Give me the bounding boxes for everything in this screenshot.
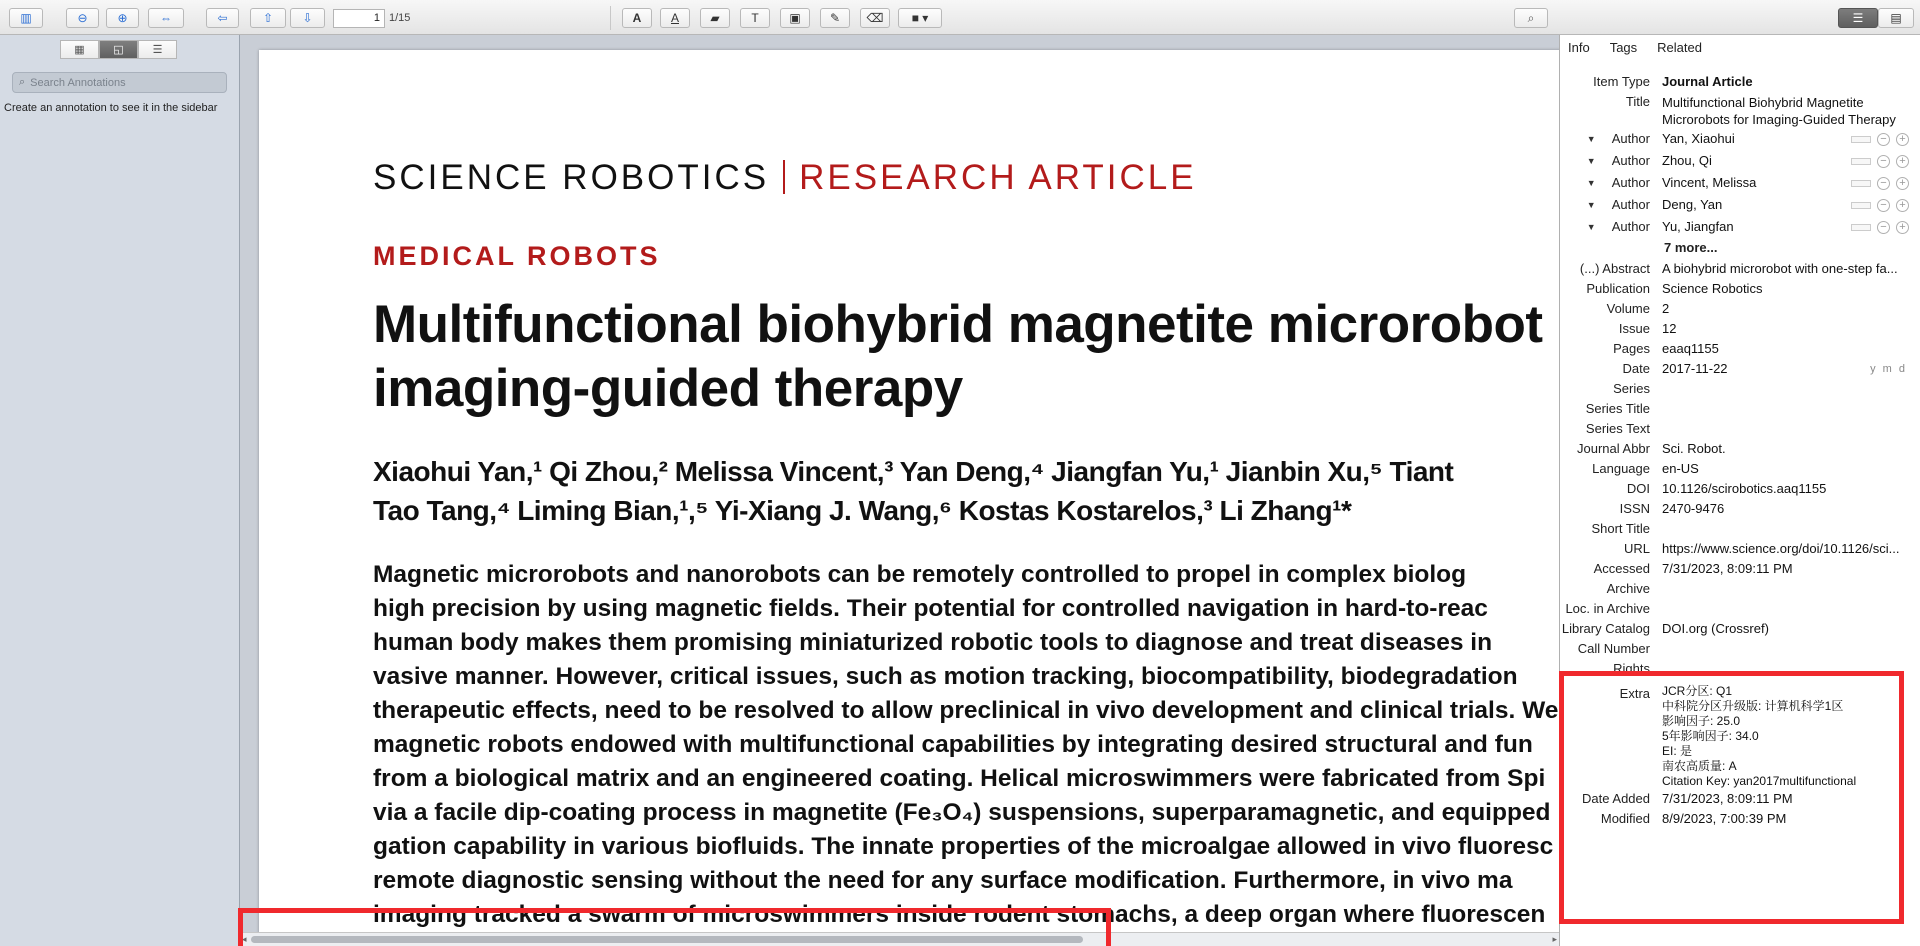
publication-field[interactable]: Science Robotics <box>1662 281 1763 296</box>
language-field[interactable]: en-US <box>1662 461 1699 476</box>
pdf-page <box>259 50 1559 946</box>
journal-abbr-field[interactable]: Sci. Robot. <box>1662 441 1726 456</box>
author-creator-type[interactable] <box>1560 128 1662 150</box>
field-label: Date Added <box>1582 791 1650 806</box>
article-section: MEDICAL ROBOTS <box>373 241 661 271</box>
authors-line: Tao Tang,⁴ Liming Bian,¹,⁵ Yi-Xiang J. Wang,⁶ Kostas Kostarelos,³ Li Zhang¹* <box>373 495 1352 526</box>
field-publication <box>1560 279 1920 299</box>
pdf-viewer[interactable] <box>241 35 1559 946</box>
scroll-right-icon[interactable]: ▸ <box>1552 934 1557 944</box>
abstract-line: from a biological matrix and an engineered coating. Helical microswimmers were fabricated from Spi <box>373 765 1546 792</box>
item-type-select[interactable]: Journal Article <box>1662 74 1753 89</box>
abstract-line: imaging tracked a swarm of microswimmers inside rodent stomachs, a deep organ where fluorescen <box>373 901 1546 928</box>
toggle-sidebar-button[interactable]: ▥ <box>9 8 43 28</box>
author-name-field[interactable]: Yu, Jiangfan <box>1662 219 1734 234</box>
add-author-icon[interactable]: + <box>1896 133 1909 146</box>
triangle-down-icon[interactable]: ▼ <box>1586 222 1596 232</box>
field-label: Archive <box>1606 581 1650 596</box>
url-field[interactable]: https://www.science.org/doi/10.1126/sci... <box>1662 541 1900 556</box>
remove-author-icon[interactable]: − <box>1877 155 1890 168</box>
info-pane-tabs <box>1568 40 1702 55</box>
field-label: Pages <box>1613 341 1650 356</box>
journal-header <box>373 158 1197 198</box>
sidebar-view-tabs <box>60 40 177 59</box>
author-name-field[interactable]: Yan, Xiaohui <box>1662 131 1735 146</box>
extra-line: EI: 是 <box>1662 744 1693 758</box>
field-label: Library Catalog <box>1561 621 1650 636</box>
search-placeholder: Search Annotations <box>30 76 126 89</box>
annotations-view-tab[interactable]: ◱ <box>99 40 138 59</box>
abstract-line: therapeutic effects, need to be resolved to allow preclinical in vivo development and clinical trials. We <box>373 697 1559 724</box>
swap-name-format-icon[interactable] <box>1851 158 1871 165</box>
swap-name-format-icon[interactable] <box>1851 224 1871 231</box>
add-author-icon[interactable]: + <box>1896 221 1909 234</box>
extra-line: 影响因子: 25.0 <box>1662 714 1741 728</box>
author-controls <box>1851 128 1920 150</box>
field-series-title <box>1560 399 1920 419</box>
color-picker-dropdown[interactable]: ■ ▾ <box>898 8 942 28</box>
field-label: Series Title <box>1585 401 1650 416</box>
extra-line: Citation Key: yan2017multifunctional <box>1662 774 1857 788</box>
tab-info[interactable]: Info <box>1568 40 1590 55</box>
doi-field[interactable]: 10.1126/scirobotics.aaq1155 <box>1662 481 1827 496</box>
zoom-out-button[interactable]: ⊖ <box>66 8 99 28</box>
page-number-input[interactable]: 1 <box>333 9 385 28</box>
field-label: Accessed <box>1593 561 1650 576</box>
field-label: Loc. in Archive <box>1565 601 1650 616</box>
page-total: 1/15 <box>389 12 411 24</box>
extra-line: 5年影响因子: 34.0 <box>1662 729 1759 743</box>
note-tool[interactable]: ▰ <box>700 8 730 28</box>
swap-name-format-icon[interactable] <box>1851 180 1871 187</box>
field-abstract <box>1560 259 1920 279</box>
author-creator-type[interactable] <box>1560 172 1662 194</box>
article-type: RESEARCH ARTICLE <box>799 158 1197 197</box>
author-controls <box>1851 150 1920 172</box>
extra-line: 中科院分区升级版: 计算机科学1区 <box>1662 699 1844 713</box>
field-label: ISSN <box>1619 501 1650 516</box>
abstract-line: gation capability in various biofluids. The innate properties of the microalgae allowed in vivo fluoresc <box>373 833 1554 860</box>
journal-name: SCIENCE ROBOTICS <box>373 158 770 197</box>
abstract-line: via a facile dip-coating process in magnetite (Fe₃O₄) suspensions, superparamagnetic, and equipped <box>373 799 1551 826</box>
field-call-number <box>1560 639 1920 659</box>
add-author-icon[interactable]: + <box>1896 177 1909 190</box>
loc-in-archive-field[interactable] <box>1662 599 1920 619</box>
author-row <box>1560 128 1920 150</box>
author-creator-type[interactable] <box>1560 150 1662 172</box>
field-loc-in-archive <box>1560 599 1920 619</box>
field-archive <box>1560 579 1920 599</box>
abstract-line: magnetic robots endowed with multifunctional capabilities by integrating desired structural and fun <box>373 731 1533 758</box>
highlight-box-extra <box>1559 671 1904 924</box>
issn-field[interactable]: 2470-9476 <box>1662 501 1725 516</box>
field-label[interactable]: (...) Abstract <box>1579 261 1650 276</box>
swap-name-format-icon[interactable] <box>1851 202 1871 209</box>
fit-width-button[interactable]: ⇔ <box>148 8 184 28</box>
field-label: Series <box>1613 381 1650 396</box>
ink-draw-tool[interactable]: ✎ <box>820 8 850 28</box>
extra-line: 南农高质量: A <box>1662 759 1737 773</box>
extra-line: JCR分区: Q1 <box>1662 684 1733 698</box>
underline-text-tool[interactable]: A <box>660 8 690 28</box>
back-button[interactable]: ⇦ <box>206 8 239 28</box>
pages-field[interactable]: eaaq1155 <box>1662 341 1719 356</box>
remove-author-icon[interactable]: − <box>1877 199 1890 212</box>
remove-author-icon[interactable]: − <box>1877 177 1890 190</box>
add-author-icon[interactable]: + <box>1896 199 1909 212</box>
field-label: Call Number <box>1577 641 1650 656</box>
toggle-context-pane-button[interactable]: ☰ <box>1838 8 1878 28</box>
thumbnails-view-tab[interactable]: ▦ <box>60 40 99 59</box>
highlight-text-tool[interactable]: A <box>622 8 652 28</box>
next-page-button[interactable]: ⇩ <box>290 8 325 28</box>
author-name-field[interactable]: Deng, Yan <box>1662 197 1723 212</box>
field-label: Publication <box>1586 281 1650 296</box>
library-catalog-field[interactable]: DOI.org (Crossref) <box>1662 621 1769 636</box>
field-series <box>1560 379 1920 399</box>
outline-view-tab[interactable]: ☰ <box>138 40 177 59</box>
field-date <box>1560 359 1920 379</box>
field-pages <box>1560 339 1920 359</box>
series-title-field[interactable] <box>1662 399 1920 419</box>
field-doi <box>1560 479 1920 499</box>
field-label: URL <box>1623 541 1650 556</box>
area-select-tool[interactable]: ▣ <box>780 8 810 28</box>
title-line: Multifunctional biohybrid magnetite microrobot <box>373 295 1543 354</box>
author-controls <box>1851 194 1920 216</box>
field-series-text <box>1560 419 1920 439</box>
field-label: Modified <box>1600 811 1650 826</box>
empty-annotations-hint: Create an annotation to see it in the sidebar <box>4 102 218 114</box>
field-label: Rights <box>1613 661 1650 676</box>
triangle-down-icon[interactable]: ▼ <box>1586 156 1596 166</box>
field-volume <box>1560 299 1920 319</box>
toggle-notes-pane-button[interactable]: ▤ <box>1878 8 1914 28</box>
authors-line: Xiaohui Yan,¹ Qi Zhou,² Melissa Vincent,³ Yan Deng,⁴ Jiangfan Yu,¹ Jianbin Xu,⁵ Tiant <box>373 456 1454 487</box>
abstract-line: remote diagnostic sensing without the need for any surface modification. Furthermore, in vivo ma <box>373 867 1513 894</box>
field-language <box>1560 459 1920 479</box>
field-label: Author <box>1611 175 1650 190</box>
date-format-indicator: y m d <box>1870 363 1907 375</box>
add-author-icon[interactable]: + <box>1896 155 1909 168</box>
toolbar <box>0 0 1920 35</box>
author-controls <box>1851 216 1920 238</box>
field-issn <box>1560 499 1920 519</box>
abstract-line: high precision by using magnetic fields. Their potential for controlled navigation in hard-to-reac <box>373 595 1488 622</box>
field-label: Date <box>1622 361 1650 376</box>
author-creator-type[interactable] <box>1560 216 1662 238</box>
zoom-in-button[interactable]: ⊕ <box>106 8 139 28</box>
author-controls <box>1851 172 1920 194</box>
highlight-box-scrollbar <box>238 908 1111 946</box>
scroll-left-icon[interactable]: ◂ <box>242 934 247 944</box>
annotations-sidebar <box>0 35 240 946</box>
short-title-field[interactable] <box>1662 519 1920 539</box>
field-label: Journal Abbr <box>1577 441 1650 456</box>
date-added-value: 7/31/2023, 8:09:11 PM <box>1662 791 1793 806</box>
author-name-field[interactable]: Vincent, Melissa <box>1662 175 1757 190</box>
field-label: Volume <box>1606 301 1650 316</box>
article-abstract <box>373 558 1559 932</box>
title-field[interactable]: Multifunctional Biohybrid Magnetite Microrobots for Imaging-Guided Therapy <box>1662 95 1896 127</box>
field-journal-abbr <box>1560 439 1920 459</box>
date-field[interactable]: 2017-11-22 <box>1662 361 1728 376</box>
abstract-field[interactable]: A biohybrid microrobot with one-step fa... <box>1662 261 1898 276</box>
field-label: Title <box>1625 94 1650 109</box>
field-label: Extra <box>1619 686 1650 701</box>
field-library-catalog <box>1560 619 1920 639</box>
author-row <box>1560 150 1920 172</box>
search-icon: ⌕ <box>19 76 26 88</box>
header-divider <box>783 160 785 194</box>
author-row <box>1560 216 1920 238</box>
field-label: Series Text <box>1585 421 1650 436</box>
field-issue <box>1560 319 1920 339</box>
author-row <box>1560 194 1920 216</box>
abstract-line: Magnetic microrobots and nanorobots can be remotely controlled to propel in complex biolog <box>373 561 1467 588</box>
tab-tags[interactable]: Tags <box>1609 40 1638 55</box>
author-creator-type[interactable] <box>1560 194 1662 216</box>
previous-page-button[interactable]: ⇧ <box>250 8 286 28</box>
field-label: Author <box>1611 131 1650 146</box>
article-title <box>373 293 1542 421</box>
accessed-field[interactable]: 7/31/2023, 8:09:11 PM <box>1662 561 1793 576</box>
remove-author-icon[interactable]: − <box>1877 221 1890 234</box>
abstract-line: vasive manner. However, critical issues, such as motion tracking, biocompatibility, biodegradation <box>373 663 1518 690</box>
triangle-down-icon[interactable]: ▼ <box>1586 178 1596 188</box>
field-label: Language <box>1592 461 1650 476</box>
issue-field[interactable]: 12 <box>1662 321 1677 336</box>
field-label: Short Title <box>1591 521 1650 536</box>
tab-related[interactable]: Related <box>1657 40 1702 55</box>
series-text-field[interactable] <box>1662 419 1920 439</box>
field-accessed <box>1560 559 1920 579</box>
search-annotations-input[interactable] <box>12 72 227 93</box>
field-label: Author <box>1611 219 1650 234</box>
author-name-field[interactable]: Zhou, Qi <box>1662 153 1712 168</box>
archive-field[interactable] <box>1662 579 1920 599</box>
series-field[interactable] <box>1662 379 1920 399</box>
volume-field[interactable]: 2 <box>1662 301 1670 316</box>
more-authors-link[interactable]: 7 more... <box>1664 240 1718 255</box>
author-row <box>1560 172 1920 194</box>
remove-author-icon[interactable]: − <box>1877 133 1890 146</box>
modified-value: 8/9/2023, 7:00:39 PM <box>1662 811 1787 826</box>
field-title <box>1560 92 1920 128</box>
title-line: imaging-guided therapy <box>373 359 963 418</box>
call-number-field[interactable] <box>1662 639 1920 659</box>
find-button[interactable]: ⌕ <box>1514 8 1548 28</box>
field-label: DOI <box>1626 481 1650 496</box>
field-item-type <box>1560 72 1920 92</box>
field-label: Item Type <box>1593 74 1650 89</box>
eraser-tool[interactable]: ⌫ <box>860 8 890 28</box>
swap-name-format-icon[interactable] <box>1851 136 1871 143</box>
text-tool[interactable]: T <box>740 8 770 28</box>
field-label: Author <box>1611 153 1650 168</box>
toolbar-divider <box>610 6 611 30</box>
triangle-down-icon[interactable]: ▼ <box>1586 134 1596 144</box>
field-label: Issue <box>1618 321 1650 336</box>
abstract-line: human body makes them promising miniaturized robotic tools to diagnose and treat diseases in <box>373 629 1493 656</box>
article-authors <box>373 452 1453 530</box>
field-label: Author <box>1611 197 1650 212</box>
field-short-title <box>1560 519 1920 539</box>
triangle-down-icon[interactable]: ▼ <box>1586 200 1596 210</box>
field-url <box>1560 539 1920 559</box>
